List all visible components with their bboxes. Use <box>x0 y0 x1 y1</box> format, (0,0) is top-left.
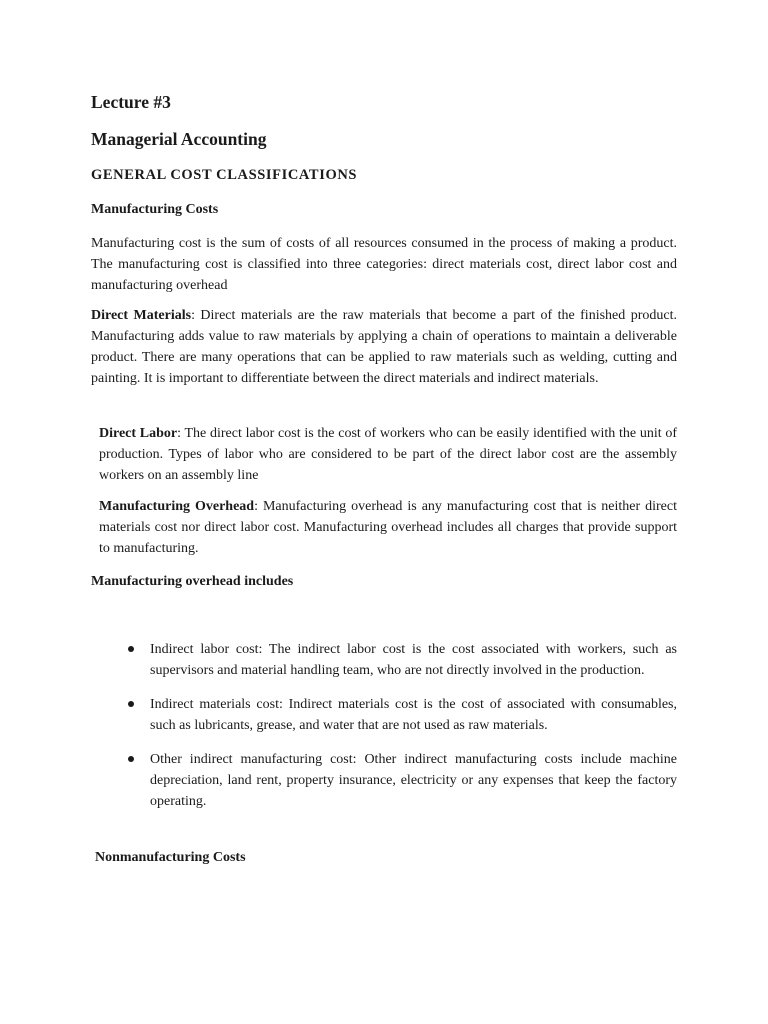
manufacturing-overhead-text: : Manufacturing overhead is any manufacturing cost that is neither direct materials cost nor direct labor cost. Manufacturing overhead includes all charges that provide support to manufacturing. <box>99 499 677 556</box>
list-item <box>150 694 677 736</box>
list-item <box>150 749 677 812</box>
overhead-item-text: Other indirect manufacturing cost: Other indirect manufacturing costs include machine depreciation, land rent, property insurance, electricity or any expenses that keep the factory operating. <box>150 752 677 809</box>
direct-labor-term: Direct Labor <box>99 426 178 441</box>
nonmanufacturing-costs-heading: Nonmanufacturing Costs <box>95 850 246 865</box>
bullet-dot-icon <box>128 701 134 707</box>
section-title: GENERAL COST CLASSIFICATIONS <box>91 167 358 183</box>
direct-materials-text: : Direct materials are the raw materials that become a part of the finished product. Manufacturing adds value to raw materials by applying a chain of operations to maintain a deliverable product. There are many operations that can be applied to raw materials such as welding, cutting and painting. It is important to differentiate between the direct materials and indirect materials. <box>91 308 677 386</box>
bullet-dot-icon <box>128 646 134 652</box>
direct-labor-paragraph <box>91 423 677 486</box>
subject-title: Managerial Accounting <box>91 129 267 149</box>
overhead-items-list <box>150 639 677 825</box>
manufacturing-overhead-term: Manufacturing Overhead <box>99 499 255 514</box>
list-item <box>150 639 677 681</box>
overhead-item-text: Indirect materials cost: Indirect materials cost is the cost of associated with consumables, such as lubricants, grease, and water that are not used as raw materials. <box>150 697 677 733</box>
lecture-title: Lecture #3 <box>91 92 171 112</box>
manufacturing-costs-paragraph: Manufacturing cost is the sum of costs of all resources consumed in the process of making a product. The manufacturing cost is classified into three categories: direct materials cost, direct labor cost and manufacturing overhead <box>91 236 677 293</box>
direct-materials-paragraph <box>91 305 677 389</box>
overhead-item-text: Indirect labor cost: The indirect labor cost is the cost associated with workers, such as supervisors and material handling team, who are not directly involved in the production. <box>150 642 677 678</box>
direct-materials-term: Direct Materials <box>91 308 192 323</box>
bullet-dot-icon <box>128 756 134 762</box>
manufacturing-costs-heading: Manufacturing Costs <box>91 202 219 217</box>
manufacturing-overhead-paragraph <box>91 496 677 559</box>
direct-labor-text: : The direct labor cost is the cost of workers who can be easily identified with the unit of production. Types of labor who are considered to be part of the direct labor cost are the assembly workers on an assembly line <box>99 426 677 483</box>
overhead-includes-heading: Manufacturing overhead includes <box>91 574 294 589</box>
